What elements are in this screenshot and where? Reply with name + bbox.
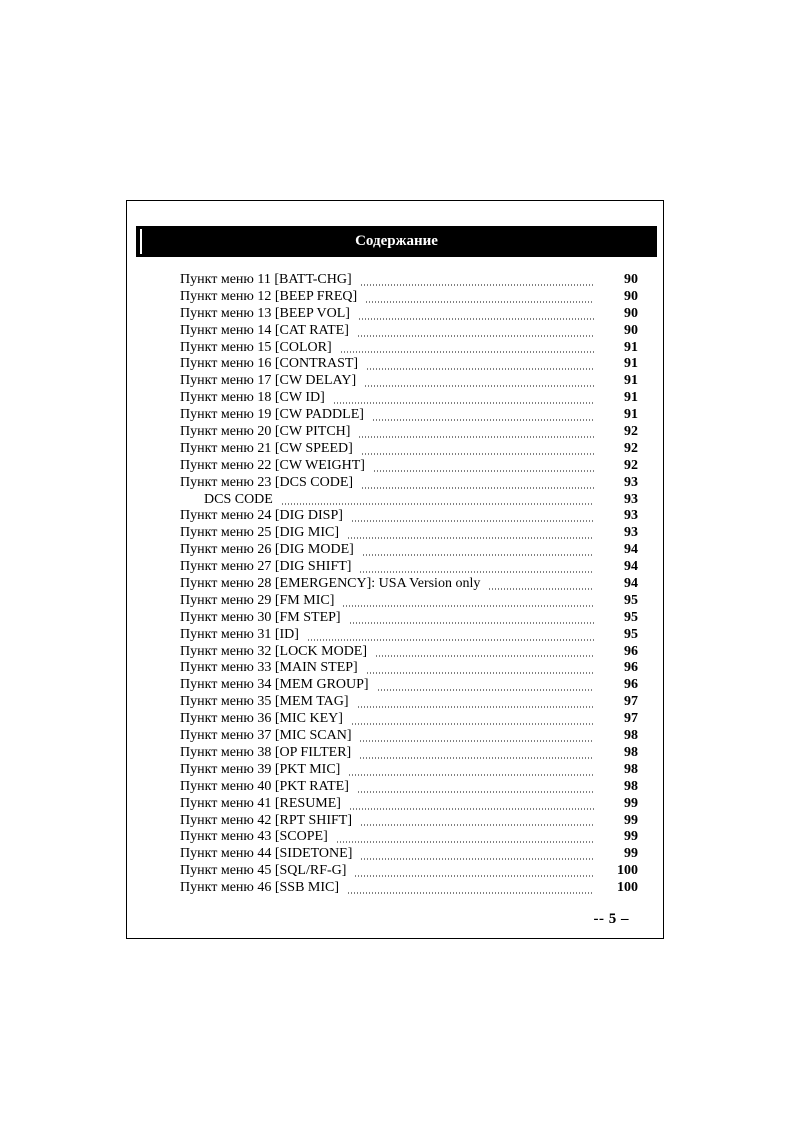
toc-dot-leader <box>354 875 594 877</box>
toc-entry-label: Пункт меню 27 [DIG SHIFT] <box>180 559 352 575</box>
toc-entry[interactable] <box>180 610 638 627</box>
toc-dot-leader <box>372 419 594 421</box>
toc-entry-page: 100 <box>617 880 638 896</box>
toc-entry-label: Пункт меню 31 [ID] <box>180 626 299 642</box>
toc-entry-label: Пункт меню 13 [BEEP VOL] <box>180 305 350 321</box>
toc-dot-leader <box>364 385 594 387</box>
toc-entry[interactable] <box>180 373 638 390</box>
toc-entry[interactable] <box>180 863 638 880</box>
toc-entry-page: 99 <box>624 829 638 845</box>
toc-entry[interactable] <box>180 627 638 644</box>
toc-entry-page: 99 <box>624 812 638 828</box>
toc-entry-page: 94 <box>624 559 638 575</box>
toc-entry-label: Пункт меню 36 [MIC KEY] <box>180 711 343 727</box>
toc-entry-page: 92 <box>624 440 638 456</box>
toc-entry-label: Пункт меню 18 [CW ID] <box>180 390 325 406</box>
toc-entry-page: 90 <box>624 272 638 287</box>
toc-dot-leader <box>348 774 594 776</box>
toc-dot-leader <box>347 537 594 539</box>
toc-entry[interactable] <box>180 356 638 373</box>
toc-entry-page: 99 <box>624 795 638 811</box>
toc-entry-label: Пункт меню 17 [CW DELAY] <box>180 373 357 389</box>
toc-entry-page: 96 <box>624 677 638 693</box>
toc-entry[interactable] <box>180 492 638 509</box>
toc-dot-leader <box>360 824 594 826</box>
toc-entry-page: 98 <box>624 761 638 777</box>
toc-entry-label: Пункт меню 20 [CW PITCH] <box>180 424 351 440</box>
toc-entry[interactable] <box>180 508 638 525</box>
table-of-contents <box>180 272 638 897</box>
toc-entry-page: 93 <box>624 474 638 490</box>
toc-entry[interactable] <box>180 458 638 475</box>
toc-entry[interactable] <box>180 407 638 424</box>
toc-entry-page: 100 <box>617 863 638 879</box>
toc-entry-page: 93 <box>624 525 638 541</box>
toc-entry[interactable] <box>180 576 638 593</box>
toc-dot-leader <box>281 503 594 505</box>
toc-dot-leader <box>360 284 594 286</box>
toc-dot-leader <box>342 605 594 607</box>
toc-entry-label: Пункт меню 43 [SCOPE] <box>180 829 328 845</box>
toc-entry-page: 98 <box>624 778 638 794</box>
toc-entry[interactable] <box>180 390 638 407</box>
toc-entry-page: 97 <box>624 711 638 727</box>
toc-dot-leader <box>377 689 594 691</box>
toc-entry[interactable] <box>180 728 638 745</box>
toc-entry-label: Пункт меню 22 [CW WEIGHT] <box>180 457 365 473</box>
toc-entry-page: 98 <box>624 728 638 744</box>
toc-entry-label: Пункт меню 16 [CONTRAST] <box>180 356 359 372</box>
toc-entry[interactable] <box>180 593 638 610</box>
toc-entry-label: Пункт меню 46 [SSB MIC] <box>180 880 340 896</box>
toc-dot-leader <box>357 335 594 337</box>
toc-entry[interactable] <box>180 694 638 711</box>
toc-dot-leader <box>349 808 594 810</box>
toc-dot-leader <box>307 639 594 641</box>
toc-entry-page: 90 <box>624 288 638 304</box>
toc-entry-label: Пункт меню 45 [SQL/RF-G] <box>180 863 347 879</box>
toc-entry-page: 93 <box>624 508 638 524</box>
toc-entry[interactable] <box>180 813 638 830</box>
toc-entry[interactable] <box>180 475 638 492</box>
toc-entry-label: Пункт меню 24 [DIG DISP] <box>180 508 343 524</box>
toc-entry-label: DCS CODE <box>204 491 273 507</box>
toc-entry-label: Пункт меню 42 [RPT SHIFT] <box>180 812 353 828</box>
toc-entry[interactable] <box>180 846 638 863</box>
toc-dot-leader <box>357 791 594 793</box>
toc-entry[interactable] <box>180 289 638 306</box>
toc-entry[interactable] <box>180 559 638 576</box>
toc-entry[interactable] <box>180 779 638 796</box>
toc-entry[interactable] <box>180 829 638 846</box>
toc-entry[interactable] <box>180 711 638 728</box>
toc-entry-label: Пункт меню 25 [DIG MIC] <box>180 525 340 541</box>
toc-dot-leader <box>361 453 594 455</box>
toc-dot-leader <box>358 436 594 438</box>
toc-entry-label: Пункт меню 26 [DIG MODE] <box>180 542 354 558</box>
toc-entry-page: 96 <box>624 643 638 659</box>
toc-entry-label: Пункт меню 35 [MEM TAG] <box>180 694 349 710</box>
toc-dot-leader <box>488 588 594 590</box>
toc-entry-page: 90 <box>624 322 638 338</box>
toc-entry-page: 91 <box>624 339 638 355</box>
toc-entry-label: Пункт меню 37 [MIC SCAN] <box>180 728 352 744</box>
toc-entry-label: Пункт меню 11 [BATT-CHG] <box>180 272 352 287</box>
toc-dot-leader <box>375 655 594 657</box>
toc-entry-page: 94 <box>624 576 638 592</box>
toc-dot-leader <box>365 301 594 303</box>
toc-entry-page: 95 <box>624 626 638 642</box>
toc-entry[interactable] <box>180 745 638 762</box>
toc-entry-page: 94 <box>624 542 638 558</box>
toc-entry-label: Пункт меню 40 [PKT RATE] <box>180 778 349 794</box>
page-frame <box>126 200 664 939</box>
contents-title: Содержание <box>355 233 438 249</box>
toc-dot-leader <box>373 470 594 472</box>
toc-entry-label: Пункт меню 44 [SIDETONE] <box>180 846 353 862</box>
toc-entry-label: Пункт меню 21 [CW SPEED] <box>180 440 353 456</box>
toc-entry-page: 95 <box>624 609 638 625</box>
toc-dot-leader <box>366 672 594 674</box>
toc-entry-label: Пункт меню 12 [BEEP FREQ] <box>180 288 358 304</box>
toc-entry-label: Пункт меню 33 [MAIN STEP] <box>180 660 358 676</box>
toc-entry[interactable] <box>180 441 638 458</box>
toc-entry-label: Пункт меню 19 [CW PADDLE] <box>180 407 364 423</box>
toc-dot-leader <box>351 520 594 522</box>
toc-entry-label: Пункт меню 30 [FM STEP] <box>180 609 341 625</box>
toc-entry[interactable] <box>180 880 638 897</box>
toc-entry-page: 97 <box>624 694 638 710</box>
toc-entry-label: Пункт меню 14 [CAT RATE] <box>180 322 349 338</box>
toc-dot-leader <box>359 571 594 573</box>
toc-entry-label: Пункт меню 23 [DCS CODE] <box>180 474 354 490</box>
toc-dot-leader <box>333 402 594 404</box>
toc-entry-page: 95 <box>624 592 638 608</box>
toc-entry[interactable] <box>180 272 638 289</box>
toc-entry-label: Пункт меню 34 [MEM GROUP] <box>180 677 369 693</box>
toc-entry-page: 92 <box>624 457 638 473</box>
toc-entry[interactable] <box>180 542 638 559</box>
toc-entry[interactable] <box>180 424 638 441</box>
toc-entry-page: 90 <box>624 305 638 321</box>
toc-entry[interactable] <box>180 323 638 340</box>
toc-entry[interactable] <box>180 660 638 677</box>
toc-entry[interactable] <box>180 677 638 694</box>
toc-dot-leader <box>349 622 594 624</box>
toc-dot-leader <box>357 706 594 708</box>
toc-entry-page: 91 <box>624 373 638 389</box>
toc-entry-label: Пункт меню 15 [COLOR] <box>180 339 332 355</box>
contents-header <box>136 226 657 257</box>
toc-entry-label: Пункт меню 39 [PKT MIC] <box>180 761 341 777</box>
toc-entry[interactable] <box>180 525 638 542</box>
toc-entry-label: Пункт меню 38 [OP FILTER] <box>180 744 352 760</box>
toc-entry[interactable] <box>180 644 638 661</box>
page-number: -- 5 – <box>593 911 629 927</box>
toc-entry-label: Пункт меню 28 [EMERGENCY]: USA Version only <box>180 576 481 592</box>
toc-dot-leader <box>366 368 594 370</box>
toc-entry-label: Пункт меню 29 [FM MIC] <box>180 592 335 608</box>
toc-entry[interactable] <box>180 796 638 813</box>
toc-dot-leader <box>360 858 594 860</box>
toc-dot-leader <box>336 841 594 843</box>
toc-dot-leader <box>340 351 594 353</box>
toc-entry-label: Пункт меню 32 [LOCK MODE] <box>180 643 368 659</box>
toc-dot-leader <box>359 757 594 759</box>
toc-entry[interactable] <box>180 762 638 779</box>
toc-entry-page: 99 <box>624 846 638 862</box>
toc-dot-leader <box>359 740 594 742</box>
toc-dot-leader <box>358 318 594 320</box>
toc-entry-page: 98 <box>624 744 638 760</box>
toc-dot-leader <box>361 487 594 489</box>
toc-entry[interactable] <box>180 340 638 357</box>
toc-entry-page: 91 <box>624 356 638 372</box>
toc-entry-page: 92 <box>624 424 638 440</box>
toc-dot-leader <box>347 892 594 894</box>
toc-entry-page: 91 <box>624 390 638 406</box>
toc-entry-page: 91 <box>624 407 638 423</box>
toc-entry-page: 96 <box>624 660 638 676</box>
toc-entry[interactable] <box>180 306 638 323</box>
toc-entry-page: 93 <box>624 491 638 507</box>
toc-entry-label: Пункт меню 41 [RESUME] <box>180 795 341 811</box>
toc-dot-leader <box>351 723 594 725</box>
toc-dot-leader <box>362 554 594 556</box>
